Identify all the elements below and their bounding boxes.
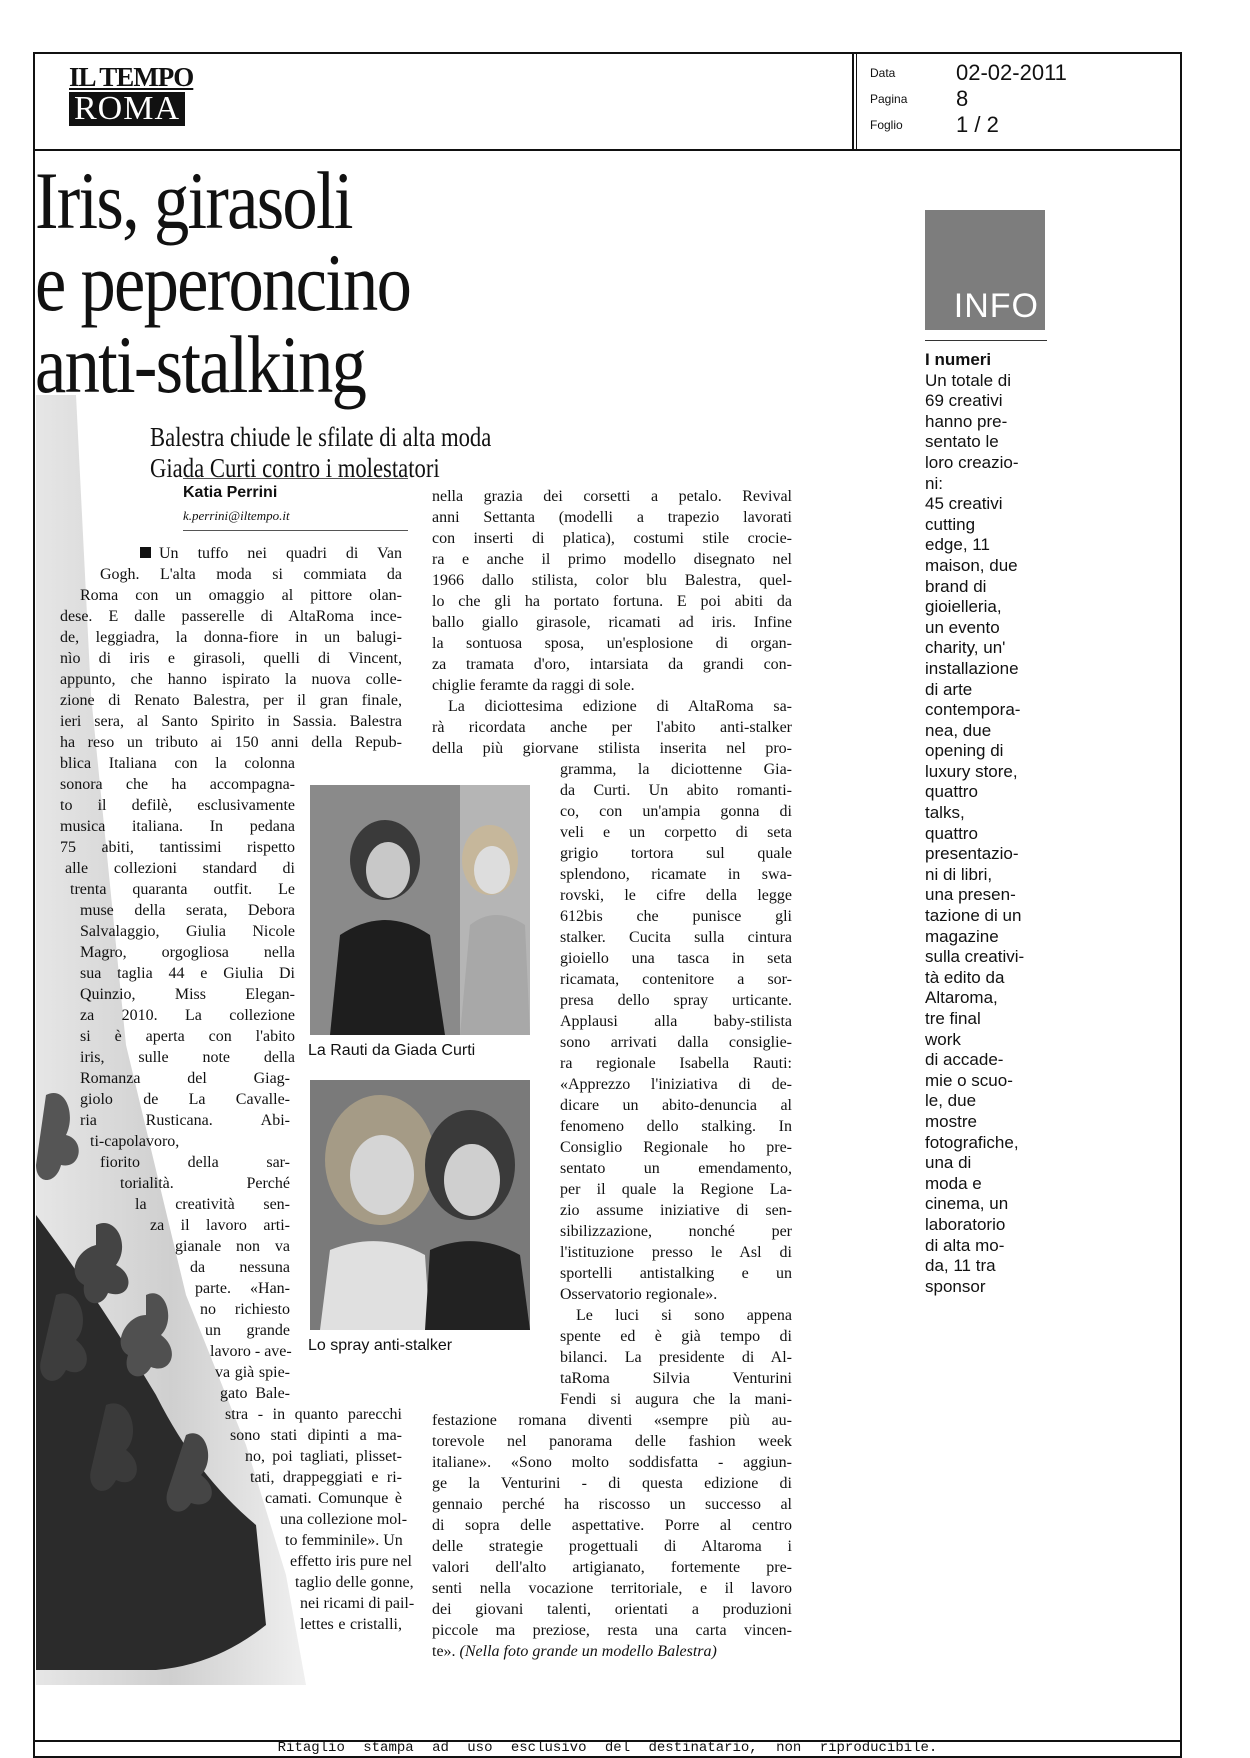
info-line: work bbox=[925, 1029, 961, 1049]
text-line-content: gennaio perché ha riscosso un successo al bbox=[432, 1496, 792, 1513]
text-line-content: splendono, ricamate in swa- bbox=[560, 866, 792, 883]
text-line bbox=[90, 1131, 290, 1152]
text-line bbox=[432, 591, 792, 612]
text-line-content: Roma con un omaggio al pittore olan- bbox=[80, 587, 402, 604]
text-line-content: Salvalaggio, Giulia Nicole bbox=[80, 923, 295, 940]
copyright-note: Ritaglio stampa ad uso esclusivo del destinatario, non riproducibile. bbox=[277, 1740, 938, 1756]
publication-name: IL TEMPO bbox=[69, 62, 194, 92]
info-line: brand di bbox=[925, 576, 987, 596]
text-line bbox=[560, 1074, 792, 1095]
text-line-content: senti nella vocazione territoriale, e il lavoro bbox=[432, 1580, 792, 1597]
text-line-content: ha reso un tributo ai 150 anni della Repub- bbox=[60, 734, 402, 751]
info-line: di alta mo- bbox=[925, 1235, 1005, 1255]
text-line-content: zione di Renato Balestra, per il gran finale, bbox=[60, 692, 402, 709]
text-line bbox=[80, 1026, 295, 1047]
article-closing bbox=[432, 1641, 792, 1662]
text-line-content: 75 abiti, tantissimi rispetto bbox=[60, 839, 295, 856]
info-line: quattro bbox=[925, 823, 978, 843]
text-line-content: effetto iris pure nel bbox=[290, 1553, 412, 1570]
info-line: da, 11 tra bbox=[925, 1256, 996, 1276]
text-line-content: blica Italiana con la colonna bbox=[60, 755, 295, 772]
info-line: sponsor bbox=[925, 1276, 986, 1296]
text-line-content: iris, sulle note della bbox=[80, 1049, 295, 1066]
info-line: una presen- bbox=[925, 885, 1016, 905]
info-line: di arte bbox=[925, 679, 973, 699]
text-line-content: Osservatorio regionale». bbox=[560, 1286, 718, 1303]
text-line-content: ti-capolavoro, bbox=[90, 1133, 180, 1150]
text-line-content: ria Rusticana. Abi- bbox=[80, 1112, 290, 1129]
text-line-content: chiglie feramte da raggi di sole. bbox=[432, 677, 635, 694]
text-line-content: to femminile». Un bbox=[285, 1532, 403, 1549]
text-line-content: tati, drappeggiati e ri- bbox=[250, 1469, 402, 1486]
text-line bbox=[200, 1299, 290, 1320]
text-line bbox=[245, 1446, 402, 1467]
text-line-content: lavoro - ave- bbox=[210, 1343, 292, 1360]
subheadline bbox=[150, 422, 491, 484]
text-line bbox=[432, 549, 792, 570]
text-line bbox=[80, 1005, 295, 1026]
text-line-content: sua taglia 44 e Giulia Di bbox=[80, 965, 295, 982]
text-line bbox=[432, 1557, 792, 1578]
info-line: edge, 11 bbox=[925, 535, 990, 555]
publication-edition: ROMA bbox=[69, 92, 185, 126]
text-line-content: 612bis che punisce gli bbox=[560, 908, 792, 925]
info-line: 45 creativi bbox=[925, 494, 1003, 514]
text-line bbox=[80, 1089, 290, 1110]
text-line bbox=[560, 1158, 792, 1179]
text-line-content: taRoma Silvia Venturini bbox=[560, 1370, 792, 1387]
info-line: charity, un' bbox=[925, 638, 1006, 658]
closing-text: te». bbox=[432, 1643, 460, 1660]
info-line: ni: bbox=[925, 473, 943, 493]
text-line-content: co, con un'ampia gonna di bbox=[560, 803, 792, 820]
text-line bbox=[560, 801, 792, 822]
text-line bbox=[432, 486, 792, 507]
text-line bbox=[60, 753, 295, 774]
text-line-content: si è aperta con l'abito bbox=[80, 1028, 295, 1045]
text-line-content: presa dello spray urticante. bbox=[560, 992, 792, 1009]
article-column-2-middle bbox=[560, 759, 792, 1410]
text-line-content: muse della serata, Debora bbox=[80, 902, 295, 919]
text-line bbox=[280, 1509, 408, 1530]
text-line bbox=[205, 1320, 290, 1341]
text-line bbox=[60, 690, 402, 711]
publication-logo bbox=[69, 64, 193, 126]
text-line bbox=[560, 822, 792, 843]
byline-author: Katia Perrini bbox=[183, 484, 278, 501]
text-line-content: zio assume iniziative di sen- bbox=[560, 1202, 792, 1219]
text-line-content: l'istituzione presso le Asl di bbox=[560, 1244, 792, 1261]
text-line-content: gianale non va bbox=[175, 1238, 290, 1255]
text-line bbox=[432, 528, 792, 549]
text-line bbox=[432, 675, 792, 696]
text-line bbox=[60, 732, 402, 753]
text-line bbox=[432, 570, 792, 591]
text-line-content: Le luci si sono appena bbox=[576, 1307, 792, 1324]
article-column-2-top bbox=[432, 486, 792, 759]
text-line-content: valori dell'alto artigianato, fortemente pre- bbox=[432, 1559, 792, 1576]
text-line-content: di sopra delle aspettative. Porre al centro bbox=[432, 1517, 792, 1534]
text-line-content: sentato un emendamento, bbox=[560, 1160, 792, 1177]
text-line-content: grigio tortora sul quale bbox=[560, 845, 792, 862]
text-line bbox=[560, 1095, 792, 1116]
text-line bbox=[560, 906, 792, 927]
text-line bbox=[432, 507, 792, 528]
text-line bbox=[290, 1551, 412, 1572]
text-line bbox=[432, 654, 792, 675]
info-box bbox=[925, 210, 1045, 330]
info-line: un evento bbox=[925, 617, 1000, 637]
text-line-content: torialità. Perché bbox=[120, 1175, 290, 1192]
text-line-content: da Curti. Un abito romanti- bbox=[560, 782, 792, 799]
text-line-content: dese. E dalle passerelle di AltaRoma ince- bbox=[60, 608, 402, 625]
text-line-content: no, poi tagliati, plisset- bbox=[245, 1448, 402, 1465]
headline bbox=[35, 155, 411, 410]
text-line-content: lo che gli ha portato fortuna. E poi abiti da bbox=[432, 593, 792, 610]
paragraph-bullet-icon bbox=[140, 547, 151, 558]
text-line bbox=[560, 1053, 792, 1074]
info-line: loro creazio- bbox=[925, 452, 1019, 472]
headline-line: anti-stalking bbox=[35, 319, 366, 410]
text-line bbox=[60, 648, 402, 669]
info-title: I numeri bbox=[925, 350, 992, 369]
text-line-content: Quinzio, Miss Elegan- bbox=[80, 986, 295, 1003]
info-line: cutting bbox=[925, 514, 976, 534]
text-line-content: giolo de La Cavalle- bbox=[80, 1091, 290, 1108]
text-line bbox=[432, 1620, 792, 1641]
text-line bbox=[220, 1383, 290, 1404]
text-line bbox=[80, 1068, 290, 1089]
text-line-content: Gogh. L'alta moda si commiata da bbox=[100, 566, 402, 583]
text-line bbox=[560, 843, 792, 864]
text-line-content: to il defilè, esclusivamente bbox=[60, 797, 295, 814]
text-line-content: piccole ma preziose, resta una carta vincen- bbox=[432, 1622, 792, 1639]
text-line-content: trenta quaranta outfit. Le bbox=[70, 881, 295, 898]
text-line-content: 1966 dallo stilista, color blu Balestra, quel- bbox=[432, 572, 792, 589]
text-line bbox=[560, 1011, 792, 1032]
text-line-content: no richiesto bbox=[200, 1301, 290, 1318]
text-line bbox=[190, 1257, 290, 1278]
text-line-content: dei giovani talenti, orientati a produzioni bbox=[432, 1601, 792, 1618]
info-line: di accade- bbox=[925, 1050, 1004, 1070]
text-line bbox=[560, 1242, 792, 1263]
text-line-content: rovski, le cifre della legge bbox=[560, 887, 792, 904]
date-value: 02-02-2011 bbox=[956, 60, 1067, 85]
info-line: contempora- bbox=[925, 700, 1021, 720]
text-line bbox=[210, 1341, 290, 1362]
text-line-content: ieri sera, al Santo Spirito in Sassia. Balestra bbox=[60, 713, 402, 730]
date-label: Data bbox=[870, 66, 896, 80]
text-line-content: lettes e cristalli, bbox=[300, 1616, 402, 1633]
sheet-label: Foglio bbox=[870, 118, 903, 132]
photo-rauti bbox=[310, 785, 530, 1035]
text-line-content: nei ricami di pail- bbox=[300, 1595, 415, 1612]
text-line bbox=[560, 1368, 792, 1389]
text-line-content: Fendi si augura che la mani- bbox=[560, 1391, 792, 1408]
byline-email: k.perrini@iltempo.it bbox=[183, 508, 290, 523]
info-line: gioielleria, bbox=[925, 597, 1002, 617]
headline-line: e peperoncino bbox=[35, 237, 411, 328]
text-line bbox=[560, 1326, 792, 1347]
sheet-value: 1 / 2 bbox=[956, 112, 999, 137]
text-line-content: sono stati dipinti a ma- bbox=[230, 1427, 402, 1444]
text-line bbox=[560, 864, 792, 885]
subheadline-line: Balestra chiude le sfilate di alta moda bbox=[150, 422, 492, 452]
text-line bbox=[225, 1404, 402, 1425]
text-line-content: un grande bbox=[205, 1322, 290, 1339]
info-line: opening di bbox=[925, 741, 1004, 761]
text-line bbox=[230, 1425, 402, 1446]
info-line: tazione di un bbox=[925, 906, 1022, 926]
text-line bbox=[215, 1362, 290, 1383]
text-line bbox=[80, 1110, 290, 1131]
text-line-content: Consiglio Regionale ho pre- bbox=[560, 1139, 792, 1156]
text-line-content: la sontuosa sposa, un'esplosione di organ- bbox=[432, 635, 792, 652]
text-line-content: ballo giallo girasole, ricamati ad iris. Infine bbox=[432, 614, 792, 631]
text-line-content: torevole nel panorama delle fashion week bbox=[432, 1433, 792, 1450]
text-line-content: ra e anche il primo modello disegnato nel bbox=[432, 551, 792, 568]
info-label: INFO bbox=[953, 287, 1039, 325]
text-line-content: spente ed è già tempo di bbox=[560, 1328, 792, 1345]
text-line-content: da nessuna bbox=[190, 1259, 290, 1276]
subheadline-line: Giada Curti contro i molestatori bbox=[150, 453, 440, 483]
text-line bbox=[560, 780, 792, 801]
text-line bbox=[432, 738, 792, 759]
text-line bbox=[560, 969, 792, 990]
text-line bbox=[560, 759, 792, 780]
text-line-content: gramma, la diciottenne Gia- bbox=[560, 761, 792, 778]
text-line-content: dicare un abito-denuncia al bbox=[560, 1097, 792, 1114]
info-line: hanno pre- bbox=[925, 411, 1008, 431]
text-line-content: italiane». «Sono molto soddisfatta - aggiun- bbox=[432, 1454, 792, 1471]
header-frame bbox=[33, 52, 1182, 151]
text-line bbox=[432, 1494, 792, 1515]
text-line bbox=[432, 612, 792, 633]
page-value: 8 bbox=[956, 86, 969, 111]
info-line: le, due bbox=[925, 1091, 977, 1111]
photo-credit-note: (Nella foto grande un modello Balestra) bbox=[459, 1643, 717, 1660]
text-line-content: «Apprezzo l'iniziativa di de- bbox=[560, 1076, 792, 1093]
info-line: 69 creativi bbox=[925, 391, 1003, 411]
text-line bbox=[560, 1200, 792, 1221]
info-line: ni di libri, bbox=[925, 864, 993, 884]
text-line-content: per il quale la Regione La- bbox=[560, 1181, 792, 1198]
info-line: una di bbox=[925, 1153, 972, 1173]
photo-caption: Lo spray anti-stalker bbox=[308, 1337, 453, 1354]
text-line bbox=[560, 1389, 792, 1410]
text-line-content: taglio delle gonne, bbox=[295, 1574, 414, 1591]
text-line-content: va già spie- bbox=[215, 1364, 290, 1381]
text-line bbox=[100, 564, 402, 585]
text-line-content: gato Bale- bbox=[220, 1385, 290, 1402]
text-line-content: stra - in quanto parecchi bbox=[225, 1406, 402, 1423]
text-line bbox=[560, 1137, 792, 1158]
text-line-content: stalker. Cucita sulla cintura bbox=[560, 929, 792, 946]
text-line bbox=[432, 1431, 792, 1452]
text-line bbox=[432, 1578, 792, 1599]
info-line: Un totale di bbox=[925, 370, 1011, 390]
text-line-content: Magro, orgogliosa nella bbox=[80, 944, 295, 961]
text-line bbox=[560, 948, 792, 969]
text-line-content: musica italiana. In pedana bbox=[60, 818, 295, 835]
text-line-content: La diciottesima edizione di AltaRoma sa- bbox=[448, 698, 792, 715]
text-line-content: una collezione mol- bbox=[280, 1511, 408, 1528]
text-line bbox=[300, 1614, 402, 1635]
text-line-content: sportelli antistalking e un bbox=[560, 1265, 792, 1282]
text-line bbox=[150, 1215, 290, 1236]
info-line: magazine bbox=[925, 926, 999, 946]
info-line: laboratorio bbox=[925, 1214, 1006, 1234]
photo-spray bbox=[310, 1080, 530, 1330]
text-line bbox=[560, 1179, 792, 1200]
text-line-content: ge la Venturini - di questa edizione di bbox=[432, 1475, 792, 1492]
headline-line: Iris, girasoli bbox=[35, 155, 352, 246]
text-line bbox=[560, 1116, 792, 1137]
text-line-content: rà ricordata anche per l'abito anti-stalker bbox=[432, 719, 792, 736]
text-line-content: fiorito della sar- bbox=[100, 1154, 290, 1171]
text-line-content: anni Settanta (modelli a trapezio lavorati bbox=[432, 509, 792, 526]
text-line bbox=[432, 1452, 792, 1473]
info-line: fotografiche, bbox=[925, 1132, 1019, 1152]
text-line bbox=[60, 606, 402, 627]
text-line-content: alle collezioni standard di bbox=[65, 860, 295, 877]
text-line bbox=[60, 711, 402, 732]
text-line bbox=[300, 1593, 415, 1614]
page-label: Pagina bbox=[870, 92, 908, 106]
text-line bbox=[285, 1530, 402, 1551]
text-line bbox=[80, 1047, 295, 1068]
info-line: moda e bbox=[925, 1173, 982, 1193]
text-line bbox=[175, 1236, 290, 1257]
text-line bbox=[432, 717, 792, 738]
info-line: tà edito da bbox=[925, 967, 1005, 987]
text-line-content: festazione romana diventi «sempre più au- bbox=[432, 1412, 792, 1429]
text-line bbox=[432, 1599, 792, 1620]
text-line bbox=[432, 633, 792, 654]
text-line-content: nìo di iris e girasoli, quelli di Vincent, bbox=[60, 650, 402, 667]
text-line bbox=[65, 858, 295, 879]
text-line-content: sibilizzazione, nonché per bbox=[560, 1223, 792, 1240]
text-line-content: za il lavoro arti- bbox=[150, 1217, 290, 1234]
text-line-content: delle strategie progettuali di Altaroma i bbox=[432, 1538, 792, 1555]
text-line bbox=[560, 1032, 792, 1053]
text-line bbox=[560, 885, 792, 906]
text-line bbox=[80, 900, 295, 921]
text-line-content: della più giorvane stilista inserita nel pro- bbox=[432, 740, 792, 757]
text-line bbox=[135, 1194, 290, 1215]
info-line: talks, bbox=[925, 803, 965, 823]
text-line bbox=[80, 585, 402, 606]
text-line bbox=[80, 942, 295, 963]
text-line-content: con inserti di platica), costumi stile crocie- bbox=[432, 530, 792, 547]
text-line bbox=[80, 984, 295, 1005]
footer-frame bbox=[33, 1740, 1182, 1758]
photo-caption: La Rauti da Giada Curti bbox=[308, 1042, 476, 1059]
text-line bbox=[560, 1305, 792, 1326]
text-line bbox=[560, 1263, 792, 1284]
text-line-content: ricamata, contenitore a sor- bbox=[560, 971, 792, 988]
text-line bbox=[120, 1173, 290, 1194]
text-line-content: appunto, che hanno ispirato la nuova colle- bbox=[60, 671, 402, 688]
text-line bbox=[560, 1284, 792, 1305]
info-line: mostre bbox=[925, 1111, 977, 1131]
text-line-content: sonora che ha accompagna- bbox=[60, 776, 295, 793]
text-line-content: ra regionale Isabella Rauti: bbox=[560, 1055, 792, 1072]
text-line-content: de, leggiadra, la donna-fiore in un balugi- bbox=[60, 629, 402, 646]
text-line-content: parte. «Han- bbox=[195, 1280, 290, 1297]
text-line bbox=[70, 879, 295, 900]
info-line: sentato le bbox=[925, 432, 999, 452]
text-line bbox=[560, 1221, 792, 1242]
info-line: presentazio- bbox=[925, 844, 1019, 864]
text-line-content: fenomeno dello stalking. In bbox=[560, 1118, 792, 1135]
text-line bbox=[250, 1467, 402, 1488]
text-line bbox=[60, 795, 295, 816]
text-line bbox=[265, 1488, 402, 1509]
info-line: installazione bbox=[925, 658, 1019, 678]
text-line-content: veli e un corpetto di seta bbox=[560, 824, 792, 841]
info-line: quattro bbox=[925, 782, 978, 802]
info-line: cinema, un bbox=[925, 1194, 1009, 1214]
info-line: maison, due bbox=[925, 555, 1018, 575]
text-line bbox=[432, 696, 792, 717]
info-line: sulla creativi- bbox=[925, 947, 1025, 967]
text-line bbox=[60, 816, 295, 837]
info-line: Altaroma, bbox=[925, 988, 998, 1008]
text-line bbox=[432, 1410, 792, 1431]
info-line: luxury store, bbox=[925, 761, 1018, 781]
text-line bbox=[560, 927, 792, 948]
text-line bbox=[432, 1515, 792, 1536]
article-column-2-bottom bbox=[432, 1410, 792, 1641]
text-line bbox=[432, 1536, 792, 1557]
text-line-content: camati. Comunque è bbox=[265, 1490, 402, 1507]
text-line bbox=[140, 543, 402, 564]
text-line bbox=[80, 963, 295, 984]
text-line bbox=[295, 1572, 414, 1593]
text-line-content: za 2010. La collezione bbox=[80, 1007, 295, 1024]
text-line bbox=[100, 1152, 290, 1173]
text-line-content: sono arrivati dalla consiglie- bbox=[560, 1034, 792, 1051]
text-line bbox=[560, 990, 792, 1011]
text-line bbox=[60, 669, 402, 690]
info-line: tre final bbox=[925, 1009, 981, 1028]
text-line-content: Un tuffo nei quadri di Van bbox=[159, 545, 402, 562]
text-line-content: nella grazia dei corsetti a petalo. Revival bbox=[432, 488, 792, 505]
text-line-content: la creatività sen- bbox=[135, 1196, 290, 1213]
info-line: nea, due bbox=[925, 720, 992, 740]
text-line-content: za tramata d'oro, intarsiata da grandi con- bbox=[432, 656, 792, 673]
text-line bbox=[432, 1473, 792, 1494]
info-text bbox=[925, 350, 1047, 1297]
text-line bbox=[80, 921, 295, 942]
text-line bbox=[60, 627, 402, 648]
info-line: mie o scuo- bbox=[925, 1070, 1013, 1090]
text-line-content: Applausi alla baby-stilista bbox=[560, 1013, 792, 1030]
text-line-content: bilanci. La presidente di Al- bbox=[560, 1349, 792, 1366]
text-line bbox=[195, 1278, 290, 1299]
text-line bbox=[60, 774, 295, 795]
text-line-content: gioiello una tasca in seta bbox=[560, 950, 792, 967]
text-line-content: Romanza del Giag- bbox=[80, 1070, 290, 1087]
text-line bbox=[60, 837, 295, 858]
text-line bbox=[560, 1347, 792, 1368]
